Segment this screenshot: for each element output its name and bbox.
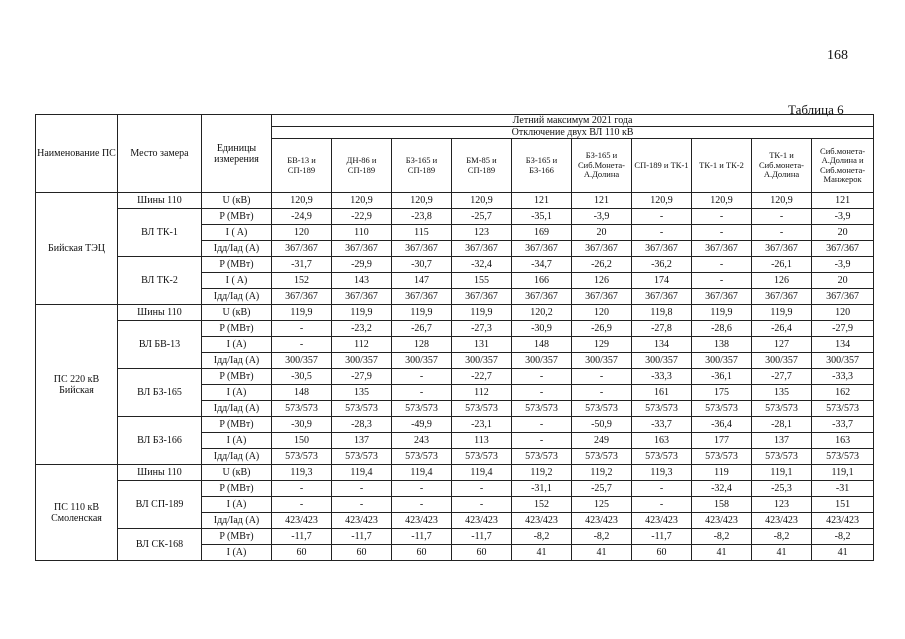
- value-cell: 573/573: [332, 449, 392, 465]
- value-cell: 120,9: [332, 193, 392, 209]
- table-row: [36, 321, 874, 337]
- value-cell: 123: [752, 497, 812, 513]
- value-cell: -32,4: [452, 257, 512, 273]
- value-cell: -50,9: [572, 417, 632, 433]
- value-cell: 367/367: [572, 289, 632, 305]
- table-row: [36, 257, 874, 273]
- value-cell: 177: [692, 433, 752, 449]
- location-cell: Шины 110: [118, 193, 202, 209]
- value-cell: 573/573: [632, 449, 692, 465]
- value-cell: 300/357: [512, 353, 572, 369]
- value-cell: 119,9: [452, 305, 512, 321]
- value-cell: 120,9: [392, 193, 452, 209]
- value-cell: -: [692, 273, 752, 289]
- value-cell: 60: [392, 545, 452, 561]
- value-cell: -: [512, 433, 572, 449]
- ps-name-cell: Бийская ТЭЦ: [36, 193, 118, 305]
- value-cell: -3,9: [572, 209, 632, 225]
- value-cell: -28,6: [692, 321, 752, 337]
- value-cell: -: [632, 209, 692, 225]
- value-cell: 119,3: [632, 465, 692, 481]
- value-cell: 41: [692, 545, 752, 561]
- value-cell: 123: [452, 225, 512, 241]
- value-cell: -26,1: [752, 257, 812, 273]
- unit-cell: I (A): [202, 545, 272, 561]
- value-cell: -33,7: [812, 417, 874, 433]
- value-cell: -11,7: [332, 529, 392, 545]
- value-cell: 119,4: [332, 465, 392, 481]
- unit-cell: Iдд/Iад (А): [202, 353, 272, 369]
- value-cell: -25,7: [452, 209, 512, 225]
- table-row: [36, 305, 874, 321]
- value-cell: 163: [812, 433, 874, 449]
- value-cell: 119,9: [272, 305, 332, 321]
- value-cell: 155: [452, 273, 512, 289]
- value-cell: -36,2: [632, 257, 692, 273]
- value-cell: -23,2: [332, 321, 392, 337]
- column-header: ДН-86 и СП-189: [332, 139, 392, 193]
- location-cell: ВЛ БЗ-165: [118, 369, 202, 417]
- value-cell: -30,9: [512, 321, 572, 337]
- unit-cell: U (кВ): [202, 305, 272, 321]
- value-cell: 126: [572, 273, 632, 289]
- unit-cell: P (МВт): [202, 209, 272, 225]
- unit-cell: I ( A): [202, 273, 272, 289]
- value-cell: 134: [632, 337, 692, 353]
- value-cell: 573/573: [752, 449, 812, 465]
- value-cell: 573/573: [812, 401, 874, 417]
- ps-name-cell: ПС 110 кВ Смоленская: [36, 465, 118, 561]
- value-cell: -30,7: [392, 257, 452, 273]
- value-cell: 134: [812, 337, 874, 353]
- value-cell: -8,2: [572, 529, 632, 545]
- table-row: [36, 369, 874, 385]
- value-cell: -: [272, 337, 332, 353]
- value-cell: -11,7: [632, 529, 692, 545]
- value-cell: 175: [692, 385, 752, 401]
- value-cell: -: [632, 225, 692, 241]
- value-cell: 112: [452, 385, 512, 401]
- value-cell: 119,4: [392, 465, 452, 481]
- value-cell: 573/573: [572, 449, 632, 465]
- value-cell: 115: [392, 225, 452, 241]
- value-cell: -: [332, 497, 392, 513]
- value-cell: -30,9: [272, 417, 332, 433]
- data-table: [35, 114, 874, 561]
- value-cell: 300/357: [752, 353, 812, 369]
- value-cell: -23,1: [452, 417, 512, 433]
- value-cell: -: [272, 481, 332, 497]
- value-cell: -: [392, 369, 452, 385]
- value-cell: 573/573: [392, 401, 452, 417]
- value-cell: -23,8: [392, 209, 452, 225]
- value-cell: 121: [572, 193, 632, 209]
- value-cell: 152: [272, 273, 332, 289]
- value-cell: 119,2: [512, 465, 572, 481]
- value-cell: 573/573: [452, 449, 512, 465]
- value-cell: -27,9: [812, 321, 874, 337]
- value-cell: 161: [632, 385, 692, 401]
- value-cell: -33,3: [632, 369, 692, 385]
- value-cell: 367/367: [752, 241, 812, 257]
- value-cell: 120,9: [272, 193, 332, 209]
- value-cell: -: [572, 369, 632, 385]
- value-cell: 166: [512, 273, 572, 289]
- value-cell: -28,1: [752, 417, 812, 433]
- value-cell: 573/573: [512, 449, 572, 465]
- value-cell: -27,3: [452, 321, 512, 337]
- value-cell: 120,9: [692, 193, 752, 209]
- value-cell: 112: [332, 337, 392, 353]
- value-cell: -11,7: [452, 529, 512, 545]
- value-cell: 119,1: [812, 465, 874, 481]
- table-row: [36, 417, 874, 433]
- value-cell: 367/367: [632, 289, 692, 305]
- value-cell: -31,1: [512, 481, 572, 497]
- value-cell: -25,3: [752, 481, 812, 497]
- value-cell: 573/573: [272, 449, 332, 465]
- unit-cell: I ( A): [202, 225, 272, 241]
- value-cell: -: [392, 481, 452, 497]
- value-cell: 60: [332, 545, 392, 561]
- value-cell: -24,9: [272, 209, 332, 225]
- value-cell: 367/367: [332, 289, 392, 305]
- value-cell: -: [452, 481, 512, 497]
- value-cell: 573/573: [632, 401, 692, 417]
- value-cell: -: [692, 209, 752, 225]
- value-cell: 152: [512, 497, 572, 513]
- location-cell: ВЛ ТК-2: [118, 257, 202, 305]
- value-cell: 163: [632, 433, 692, 449]
- value-cell: 423/423: [632, 513, 692, 529]
- value-cell: -49,9: [392, 417, 452, 433]
- value-cell: 148: [272, 385, 332, 401]
- value-cell: -8,2: [752, 529, 812, 545]
- value-cell: 127: [752, 337, 812, 353]
- value-cell: 367/367: [812, 289, 874, 305]
- table-row: [36, 465, 874, 481]
- unit-cell: I (A): [202, 497, 272, 513]
- value-cell: 300/357: [812, 353, 874, 369]
- value-cell: 423/423: [512, 513, 572, 529]
- value-cell: -: [332, 481, 392, 497]
- column-header: БВ-13 и СП-189: [272, 139, 332, 193]
- value-cell: 121: [812, 193, 874, 209]
- value-cell: 119,4: [452, 465, 512, 481]
- value-cell: 138: [692, 337, 752, 353]
- value-cell: 243: [392, 433, 452, 449]
- value-cell: 120,9: [632, 193, 692, 209]
- value-cell: 126: [752, 273, 812, 289]
- column-header: СП-189 и ТК-1: [632, 139, 692, 193]
- value-cell: -3,9: [812, 257, 874, 273]
- value-cell: -31: [812, 481, 874, 497]
- value-cell: 573/573: [272, 401, 332, 417]
- unit-cell: I (A): [202, 433, 272, 449]
- unit-cell: I (A): [202, 337, 272, 353]
- value-cell: -8,2: [692, 529, 752, 545]
- value-cell: 41: [572, 545, 632, 561]
- unit-cell: I (A): [202, 385, 272, 401]
- value-cell: 573/573: [512, 401, 572, 417]
- value-cell: -33,7: [632, 417, 692, 433]
- value-cell: -29,9: [332, 257, 392, 273]
- value-cell: -: [752, 225, 812, 241]
- value-cell: 367/367: [272, 241, 332, 257]
- value-cell: 119,9: [752, 305, 812, 321]
- table-row: [36, 193, 874, 209]
- value-cell: 573/573: [392, 449, 452, 465]
- column-header: БЗ-165 и СП-189: [392, 139, 452, 193]
- value-cell: -: [392, 497, 452, 513]
- value-cell: 121: [512, 193, 572, 209]
- value-cell: -34,7: [512, 257, 572, 273]
- value-cell: 423/423: [332, 513, 392, 529]
- page-number: 168: [827, 48, 848, 63]
- value-cell: -: [392, 385, 452, 401]
- table-row: [36, 529, 874, 545]
- value-cell: -: [572, 385, 632, 401]
- location-cell: ВЛ БЗ-166: [118, 417, 202, 465]
- value-cell: 148: [512, 337, 572, 353]
- value-cell: 120: [272, 225, 332, 241]
- value-cell: -8,2: [812, 529, 874, 545]
- value-cell: -27,8: [632, 321, 692, 337]
- value-cell: 423/423: [452, 513, 512, 529]
- value-cell: 367/367: [452, 289, 512, 305]
- value-cell: 119,9: [332, 305, 392, 321]
- value-cell: -36,4: [692, 417, 752, 433]
- value-cell: -: [512, 417, 572, 433]
- table-caption: Таблица 6: [788, 102, 844, 117]
- value-cell: 41: [812, 545, 874, 561]
- column-header: Сиб.монета-А.Долина и Сиб.монета-Манжерок: [812, 139, 874, 193]
- value-cell: 367/367: [512, 241, 572, 257]
- unit-cell: P (МВт): [202, 257, 272, 273]
- unit-cell: Iдд/Iад (А): [202, 401, 272, 417]
- value-cell: 119,3: [272, 465, 332, 481]
- value-cell: 573/573: [692, 449, 752, 465]
- value-cell: 367/367: [272, 289, 332, 305]
- header-ps-name: Наименование ПС: [36, 115, 118, 193]
- location-cell: Шины 110: [118, 305, 202, 321]
- value-cell: 573/573: [332, 401, 392, 417]
- value-cell: 158: [692, 497, 752, 513]
- unit-cell: P (МВт): [202, 321, 272, 337]
- column-header: БЗ-165 и Сиб.Монета-А.Долина: [572, 139, 632, 193]
- value-cell: -27,9: [332, 369, 392, 385]
- value-cell: -: [692, 257, 752, 273]
- value-cell: 367/367: [692, 289, 752, 305]
- value-cell: 300/357: [632, 353, 692, 369]
- unit-cell: P (МВт): [202, 529, 272, 545]
- table-row: [36, 209, 874, 225]
- value-cell: 131: [452, 337, 512, 353]
- value-cell: -31,7: [272, 257, 332, 273]
- value-cell: 300/357: [272, 353, 332, 369]
- value-cell: 423/423: [692, 513, 752, 529]
- unit-cell: P (МВт): [202, 481, 272, 497]
- value-cell: -27,7: [752, 369, 812, 385]
- value-cell: 162: [812, 385, 874, 401]
- value-cell: 151: [812, 497, 874, 513]
- value-cell: 573/573: [452, 401, 512, 417]
- location-cell: Шины 110: [118, 465, 202, 481]
- location-cell: ВЛ СК-168: [118, 529, 202, 561]
- value-cell: -28,3: [332, 417, 392, 433]
- value-cell: 147: [392, 273, 452, 289]
- value-cell: -36,1: [692, 369, 752, 385]
- value-cell: -: [272, 497, 332, 513]
- value-cell: 128: [392, 337, 452, 353]
- location-cell: ВЛ СП-189: [118, 481, 202, 529]
- header-location: Место замера: [118, 115, 202, 193]
- value-cell: -25,7: [572, 481, 632, 497]
- value-cell: 367/367: [392, 289, 452, 305]
- value-cell: -26,7: [392, 321, 452, 337]
- value-cell: 300/357: [392, 353, 452, 369]
- value-cell: 169: [512, 225, 572, 241]
- value-cell: 367/367: [392, 241, 452, 257]
- unit-cell: Iдд/Iад (А): [202, 513, 272, 529]
- value-cell: 137: [332, 433, 392, 449]
- value-cell: 119,1: [752, 465, 812, 481]
- value-cell: -35,1: [512, 209, 572, 225]
- location-cell: ВЛ БВ-13: [118, 321, 202, 369]
- value-cell: 367/367: [632, 241, 692, 257]
- value-cell: 119: [692, 465, 752, 481]
- unit-cell: Iдд/Iад (А): [202, 241, 272, 257]
- value-cell: -26,2: [572, 257, 632, 273]
- unit-cell: P (МВт): [202, 369, 272, 385]
- value-cell: 423/423: [752, 513, 812, 529]
- value-cell: 119,8: [632, 305, 692, 321]
- value-cell: 20: [572, 225, 632, 241]
- location-cell: ВЛ ТК-1: [118, 209, 202, 257]
- value-cell: 119,9: [392, 305, 452, 321]
- value-cell: -: [692, 225, 752, 241]
- header-scenario: Отключение двух ВЛ 110 кВ: [272, 127, 874, 139]
- value-cell: 573/573: [692, 401, 752, 417]
- value-cell: 300/357: [692, 353, 752, 369]
- value-cell: 119,9: [692, 305, 752, 321]
- value-cell: -: [452, 497, 512, 513]
- value-cell: 573/573: [572, 401, 632, 417]
- value-cell: 150: [272, 433, 332, 449]
- value-cell: 367/367: [752, 289, 812, 305]
- value-cell: 120: [812, 305, 874, 321]
- value-cell: 367/367: [512, 289, 572, 305]
- value-cell: -3,9: [812, 209, 874, 225]
- value-cell: -33,3: [812, 369, 874, 385]
- value-cell: 41: [512, 545, 572, 561]
- value-cell: 367/367: [812, 241, 874, 257]
- column-header: БЗ-165 и БЗ-166: [512, 139, 572, 193]
- value-cell: -: [512, 385, 572, 401]
- value-cell: 300/357: [572, 353, 632, 369]
- value-cell: -: [512, 369, 572, 385]
- column-header: БМ-85 и СП-189: [452, 139, 512, 193]
- value-cell: 367/367: [572, 241, 632, 257]
- table-row: [36, 481, 874, 497]
- value-cell: 20: [812, 273, 874, 289]
- value-cell: -: [752, 209, 812, 225]
- value-cell: 120,9: [752, 193, 812, 209]
- value-cell: -: [272, 321, 332, 337]
- value-cell: 110: [332, 225, 392, 241]
- value-cell: 423/423: [272, 513, 332, 529]
- value-cell: 300/357: [452, 353, 512, 369]
- value-cell: -26,9: [572, 321, 632, 337]
- value-cell: 367/367: [692, 241, 752, 257]
- value-cell: -22,9: [332, 209, 392, 225]
- value-cell: -32,4: [692, 481, 752, 497]
- value-cell: -: [632, 481, 692, 497]
- ps-name-cell: ПС 220 кВ Бийская: [36, 305, 118, 465]
- unit-cell: P (МВт): [202, 417, 272, 433]
- column-header: ТК-1 и Сиб.монета-А.Долина: [752, 139, 812, 193]
- unit-cell: U (кВ): [202, 465, 272, 481]
- value-cell: 423/423: [392, 513, 452, 529]
- value-cell: 137: [752, 433, 812, 449]
- value-cell: 60: [452, 545, 512, 561]
- value-cell: 174: [632, 273, 692, 289]
- value-cell: 367/367: [452, 241, 512, 257]
- value-cell: -11,7: [392, 529, 452, 545]
- value-cell: 20: [812, 225, 874, 241]
- value-cell: 41: [752, 545, 812, 561]
- value-cell: 125: [572, 497, 632, 513]
- value-cell: 367/367: [332, 241, 392, 257]
- value-cell: 119,2: [572, 465, 632, 481]
- table-body: [36, 193, 874, 561]
- value-cell: 135: [752, 385, 812, 401]
- value-cell: 113: [452, 433, 512, 449]
- value-cell: -26,4: [752, 321, 812, 337]
- value-cell: 129: [572, 337, 632, 353]
- unit-cell: Iдд/Iад (А): [202, 449, 272, 465]
- value-cell: -22,7: [452, 369, 512, 385]
- unit-cell: Iдд/Iад (А): [202, 289, 272, 305]
- value-cell: -: [632, 497, 692, 513]
- value-cell: -30,5: [272, 369, 332, 385]
- value-cell: 135: [332, 385, 392, 401]
- value-cell: 573/573: [752, 401, 812, 417]
- header-units: Единицы измерения: [202, 115, 272, 193]
- column-header: ТК-1 и ТК-2: [692, 139, 752, 193]
- value-cell: -11,7: [272, 529, 332, 545]
- value-cell: 120,9: [452, 193, 512, 209]
- value-cell: 60: [272, 545, 332, 561]
- value-cell: 573/573: [812, 449, 874, 465]
- value-cell: 249: [572, 433, 632, 449]
- value-cell: -8,2: [512, 529, 572, 545]
- unit-cell: U (кВ): [202, 193, 272, 209]
- value-cell: 60: [632, 545, 692, 561]
- value-cell: 423/423: [812, 513, 874, 529]
- header-period: Летний максимум 2021 года: [272, 115, 874, 127]
- value-cell: 300/357: [332, 353, 392, 369]
- value-cell: 120,2: [512, 305, 572, 321]
- value-cell: 120: [572, 305, 632, 321]
- value-cell: 143: [332, 273, 392, 289]
- value-cell: 423/423: [572, 513, 632, 529]
